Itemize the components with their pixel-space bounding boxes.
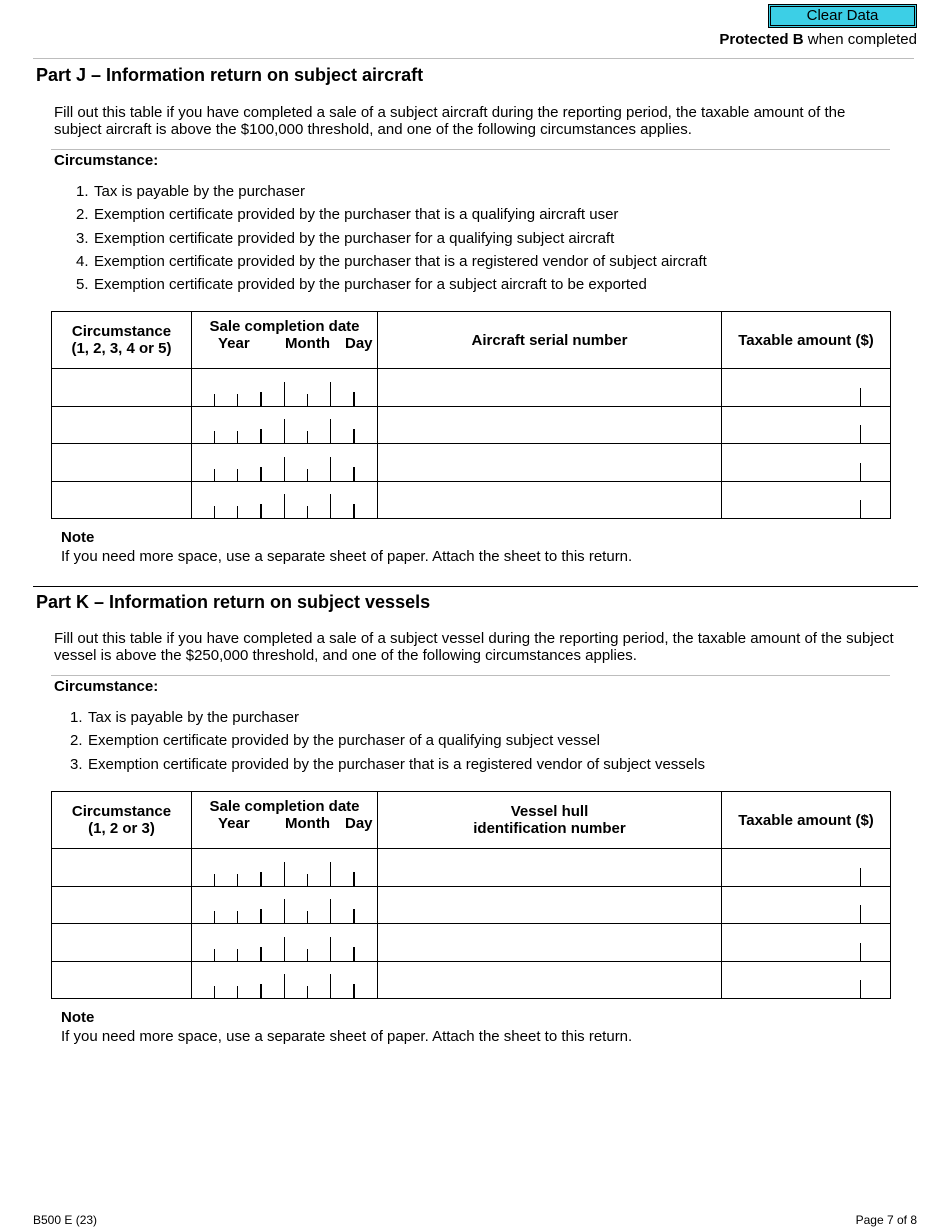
table-row bbox=[52, 406, 891, 444]
date-divider bbox=[284, 419, 285, 443]
serial-number-input[interactable] bbox=[378, 961, 722, 999]
date-divider bbox=[307, 431, 308, 443]
taxable-amount-header bbox=[722, 792, 891, 849]
circumstance-input[interactable] bbox=[52, 961, 192, 999]
date-divider bbox=[353, 504, 355, 518]
date-divider bbox=[214, 394, 215, 406]
date-divider bbox=[260, 947, 262, 961]
list-item bbox=[70, 755, 705, 778]
part-k-circumstance-label: Circumstance: bbox=[54, 678, 159, 695]
page-number: Page 7 of 8 bbox=[855, 1213, 917, 1227]
date-divider bbox=[260, 909, 262, 923]
day-label: Day bbox=[345, 815, 373, 832]
date-divider bbox=[330, 457, 331, 481]
circumstance-input[interactable] bbox=[52, 886, 192, 924]
item-number: 2. bbox=[70, 732, 83, 750]
serial-number-input[interactable] bbox=[378, 481, 722, 519]
date-divider bbox=[260, 429, 262, 443]
date-divider bbox=[284, 937, 285, 961]
hull-id-header bbox=[378, 792, 722, 849]
serial-number-input[interactable] bbox=[378, 886, 722, 924]
serial-number-input[interactable] bbox=[378, 444, 722, 482]
part-k-circumstance-list bbox=[70, 708, 705, 778]
cents-divider bbox=[860, 868, 861, 886]
taxable-amount-input[interactable] bbox=[722, 961, 891, 999]
table-header-row bbox=[52, 312, 891, 369]
taxable-amount-input[interactable] bbox=[722, 481, 891, 519]
sale-date-input[interactable] bbox=[192, 369, 378, 407]
date-divider bbox=[307, 874, 308, 886]
date-divider bbox=[353, 984, 355, 998]
date-divider bbox=[214, 986, 215, 998]
list-item bbox=[70, 731, 705, 754]
circumstance-input[interactable] bbox=[52, 481, 192, 519]
protected-rest: when completed bbox=[803, 31, 917, 48]
day-label: Day bbox=[345, 335, 373, 352]
taxable-amount-input[interactable] bbox=[722, 444, 891, 482]
sale-date-input[interactable] bbox=[192, 886, 378, 924]
part-j-intro: Fill out this table if you have completed a sale of a subject aircraft during the reporting period, the taxable amount of the subject aircraft is above the $100,000 threshold, and one of the following circumstances applies. bbox=[54, 104, 846, 138]
date-divider bbox=[353, 392, 355, 406]
date-divider bbox=[237, 469, 238, 481]
item-number: 5. bbox=[76, 276, 89, 294]
serial-number-input[interactable] bbox=[378, 924, 722, 962]
date-divider bbox=[214, 874, 215, 886]
item-text: Exemption certificate provided by the purchaser of a qualifying subject vessel bbox=[88, 732, 600, 750]
sale-date-header bbox=[192, 312, 378, 369]
taxable-amount-input[interactable] bbox=[722, 369, 891, 407]
header-text: Vessel hull bbox=[510, 803, 589, 820]
item-text: Tax is payable by the purchaser bbox=[88, 709, 299, 726]
circumstance-header bbox=[52, 312, 192, 369]
date-divider bbox=[353, 947, 355, 961]
form-id: B500 E (23) bbox=[33, 1213, 98, 1227]
taxable-amount-header bbox=[722, 312, 891, 369]
table-row bbox=[52, 849, 891, 887]
date-divider bbox=[307, 986, 308, 998]
taxable-amount-input[interactable] bbox=[722, 406, 891, 444]
taxable-amount-input[interactable] bbox=[722, 849, 891, 887]
part-j-note-title: Note bbox=[61, 529, 95, 546]
part-j-circumstance-label: Circumstance: bbox=[54, 152, 159, 169]
item-number: 3. bbox=[76, 229, 89, 247]
date-divider bbox=[353, 872, 355, 886]
part-k-divider bbox=[51, 675, 890, 676]
item-number: 1. bbox=[70, 709, 83, 726]
table-header-row bbox=[52, 792, 891, 849]
cents-divider bbox=[860, 463, 861, 481]
sale-date-input[interactable] bbox=[192, 481, 378, 519]
month-label: Month bbox=[285, 335, 330, 352]
part-j-table bbox=[51, 311, 891, 519]
header-text: Sale completion date bbox=[209, 318, 360, 335]
circumstance-input[interactable] bbox=[52, 406, 192, 444]
part-j-note-text: If you need more space, use a separate sheet of paper. Attach the sheet to this return. bbox=[61, 548, 633, 565]
header-divider bbox=[33, 58, 914, 59]
cents-divider bbox=[860, 980, 861, 998]
date-divider bbox=[237, 911, 238, 923]
date-divider bbox=[237, 394, 238, 406]
date-divider bbox=[330, 862, 331, 886]
table-row bbox=[52, 924, 891, 962]
table-row bbox=[52, 961, 891, 999]
sale-date-input[interactable] bbox=[192, 444, 378, 482]
circumstance-input[interactable] bbox=[52, 444, 192, 482]
part-k-table bbox=[51, 791, 891, 999]
date-divider bbox=[237, 874, 238, 886]
date-divider bbox=[214, 431, 215, 443]
header-text: Sale completion date bbox=[209, 798, 360, 815]
item-text: Exemption certificate provided by the purchaser for a subject aircraft to be exported bbox=[94, 276, 647, 294]
date-divider bbox=[307, 911, 308, 923]
date-divider bbox=[284, 974, 285, 998]
taxable-amount-input[interactable] bbox=[722, 924, 891, 962]
part-k-note-text: If you need more space, use a separate sheet of paper. Attach the sheet to this return. bbox=[61, 1028, 633, 1045]
year-label: Year bbox=[218, 335, 250, 352]
clear-data-button[interactable]: Clear Data bbox=[768, 4, 917, 28]
date-divider bbox=[330, 974, 331, 998]
date-divider bbox=[330, 899, 331, 923]
date-divider bbox=[353, 467, 355, 481]
list-item bbox=[76, 275, 707, 298]
serial-number-input[interactable] bbox=[378, 369, 722, 407]
serial-number-header bbox=[378, 312, 722, 369]
table-row bbox=[52, 481, 891, 519]
circumstance-input[interactable] bbox=[52, 924, 192, 962]
sale-date-header bbox=[192, 792, 378, 849]
year-label: Year bbox=[218, 815, 250, 832]
header-text: Circumstance bbox=[71, 323, 172, 340]
date-divider bbox=[260, 392, 262, 406]
sale-date-input[interactable] bbox=[192, 849, 378, 887]
table-row bbox=[52, 369, 891, 407]
part-k-intro: Fill out this table if you have completed a sale of a subject vessel during the reporting period, the taxable amount of the subject vessel is above the $250,000 threshold, and one of the following circumstances applies. bbox=[54, 630, 894, 664]
table-row bbox=[52, 444, 891, 482]
date-divider bbox=[237, 986, 238, 998]
date-divider bbox=[214, 469, 215, 481]
circumstance-header bbox=[52, 792, 192, 849]
date-divider bbox=[307, 469, 308, 481]
table-row bbox=[52, 886, 891, 924]
cents-divider bbox=[860, 500, 861, 518]
header-text: Taxable amount ($) bbox=[738, 331, 874, 349]
circumstance-input[interactable] bbox=[52, 849, 192, 887]
part-k-note-title: Note bbox=[61, 1009, 95, 1026]
date-divider bbox=[307, 506, 308, 518]
list-item bbox=[76, 229, 707, 252]
header-text: Circumstance bbox=[71, 803, 172, 820]
cents-divider bbox=[860, 943, 861, 961]
month-label: Month bbox=[285, 815, 330, 832]
date-divider bbox=[330, 382, 331, 406]
date-divider bbox=[353, 909, 355, 923]
date-divider bbox=[284, 899, 285, 923]
header-text: (1, 2 or 3) bbox=[88, 820, 155, 837]
list-item bbox=[70, 708, 705, 731]
date-divider bbox=[284, 494, 285, 518]
date-divider bbox=[214, 911, 215, 923]
date-divider bbox=[284, 382, 285, 406]
date-divider bbox=[237, 431, 238, 443]
date-divider bbox=[330, 419, 331, 443]
date-divider bbox=[284, 457, 285, 481]
date-divider bbox=[260, 467, 262, 481]
date-divider bbox=[237, 949, 238, 961]
item-number: 2. bbox=[76, 206, 89, 224]
header-text: Aircraft serial number bbox=[471, 331, 628, 349]
date-divider bbox=[214, 506, 215, 518]
date-divider bbox=[260, 504, 262, 518]
date-divider bbox=[307, 949, 308, 961]
list-item bbox=[76, 182, 707, 205]
item-number: 4. bbox=[76, 252, 89, 270]
protected-b-label bbox=[719, 31, 917, 48]
part-k-title: Part K – Information return on subject vessels bbox=[36, 592, 431, 612]
part-k-top-divider bbox=[33, 586, 918, 587]
header-text: Taxable amount ($) bbox=[738, 811, 874, 829]
header-text: identification number bbox=[473, 820, 626, 837]
item-number: 3. bbox=[70, 755, 83, 773]
date-divider bbox=[353, 429, 355, 443]
date-divider bbox=[330, 937, 331, 961]
cents-divider bbox=[860, 905, 861, 923]
sale-date-input[interactable] bbox=[192, 406, 378, 444]
serial-number-input[interactable] bbox=[378, 849, 722, 887]
item-text: Exemption certificate provided by the purchaser for a qualifying subject aircraft bbox=[94, 229, 615, 247]
date-divider bbox=[284, 862, 285, 886]
item-text: Tax is payable by the purchaser bbox=[94, 183, 305, 200]
date-divider bbox=[330, 494, 331, 518]
item-number: 1. bbox=[76, 183, 89, 200]
taxable-amount-input[interactable] bbox=[722, 886, 891, 924]
part-j-circumstance-list bbox=[76, 182, 707, 298]
date-divider bbox=[260, 984, 262, 998]
serial-number-input[interactable] bbox=[378, 406, 722, 444]
list-item bbox=[76, 205, 707, 228]
item-text: Exemption certificate provided by the purchaser that is a qualifying aircraft user bbox=[94, 206, 619, 224]
item-text: Exemption certificate provided by the purchaser that is a registered vendor of subject aircraft bbox=[94, 252, 707, 270]
circumstance-input[interactable] bbox=[52, 369, 192, 407]
sale-date-input[interactable] bbox=[192, 924, 378, 962]
part-j-title: Part J – Information return on subject aircraft bbox=[36, 65, 424, 85]
date-divider bbox=[237, 506, 238, 518]
cents-divider bbox=[860, 425, 861, 443]
part-j-divider bbox=[51, 149, 890, 150]
item-text: Exemption certificate provided by the purchaser that is a registered vendor of subject vessels bbox=[88, 755, 705, 773]
header-text: (1, 2, 3, 4 or 5) bbox=[71, 340, 172, 357]
sale-date-input[interactable] bbox=[192, 961, 378, 999]
date-divider bbox=[260, 872, 262, 886]
list-item bbox=[76, 252, 707, 275]
date-divider bbox=[307, 394, 308, 406]
cents-divider bbox=[860, 388, 861, 406]
protected-bold: Protected B bbox=[719, 31, 804, 48]
date-divider bbox=[214, 949, 215, 961]
